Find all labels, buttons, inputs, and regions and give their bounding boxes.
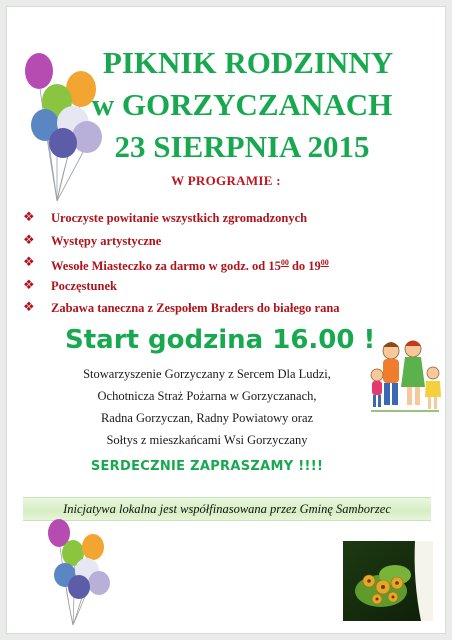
start-time: Start godzina 16.00 ! bbox=[65, 325, 376, 355]
program-item-hours: Wesołe Miasteczko za darmo w godz. od $15^{00}$ do $19^{00}$ bbox=[51, 258, 329, 273]
diamond-bullet-icon: ❖ bbox=[23, 300, 35, 315]
diamond-bullet-icon: ❖ bbox=[23, 255, 35, 270]
program-list bbox=[23, 207, 340, 320]
organizer-line: Sołtys z mieszkańcami Wsi Gorzyczany bbox=[106, 433, 308, 447]
diamond-bullet-icon: ❖ bbox=[23, 210, 35, 225]
invitation: SERDECZNIE ZAPRASZAMY !!!! bbox=[90, 459, 324, 474]
organizer-line: Ochotnicza Straż Pożarna w Gorzyczanach, bbox=[97, 389, 317, 403]
organizer-line: Stowarzyszenie Gorzyczany z Sercem Dla Ludzi, bbox=[83, 367, 331, 381]
program-header: W PROGRAMIE : bbox=[171, 173, 281, 188]
organizers bbox=[47, 363, 367, 451]
diamond-bullet-icon: ❖ bbox=[23, 277, 35, 293]
diamond-bullet-icon: ❖ bbox=[23, 232, 35, 248]
family-drawing-icon bbox=[369, 337, 441, 417]
poster-page bbox=[6, 6, 446, 634]
title-line-3: 23 SIERPNIA 2015 bbox=[114, 129, 370, 164]
organizer-line: Radna Gorzyczan, Radny Powiatowy oraz bbox=[100, 411, 314, 425]
title-line-1: PIKNIK RODZINNY bbox=[102, 45, 394, 80]
program-item bbox=[23, 252, 340, 275]
program-item: ❖ Uroczyste powitanie wszystkich zgromadzonych bbox=[23, 207, 340, 230]
title-line-2: w GORZYCZANACH bbox=[91, 87, 393, 122]
program-item: ❖ Zabawa taneczna z Zespołem Braders do białego rana bbox=[23, 297, 340, 320]
program-item: ❖ Występy artystyczne bbox=[23, 230, 340, 253]
balloons-icon bbox=[43, 517, 113, 627]
program-item: ❖ Poczęstunek bbox=[23, 275, 340, 298]
funding-note: Inicjatywa lokalna jest współfinasowana przez Gminę Samborzec bbox=[23, 497, 431, 521]
flowers-photo-icon bbox=[343, 541, 433, 621]
